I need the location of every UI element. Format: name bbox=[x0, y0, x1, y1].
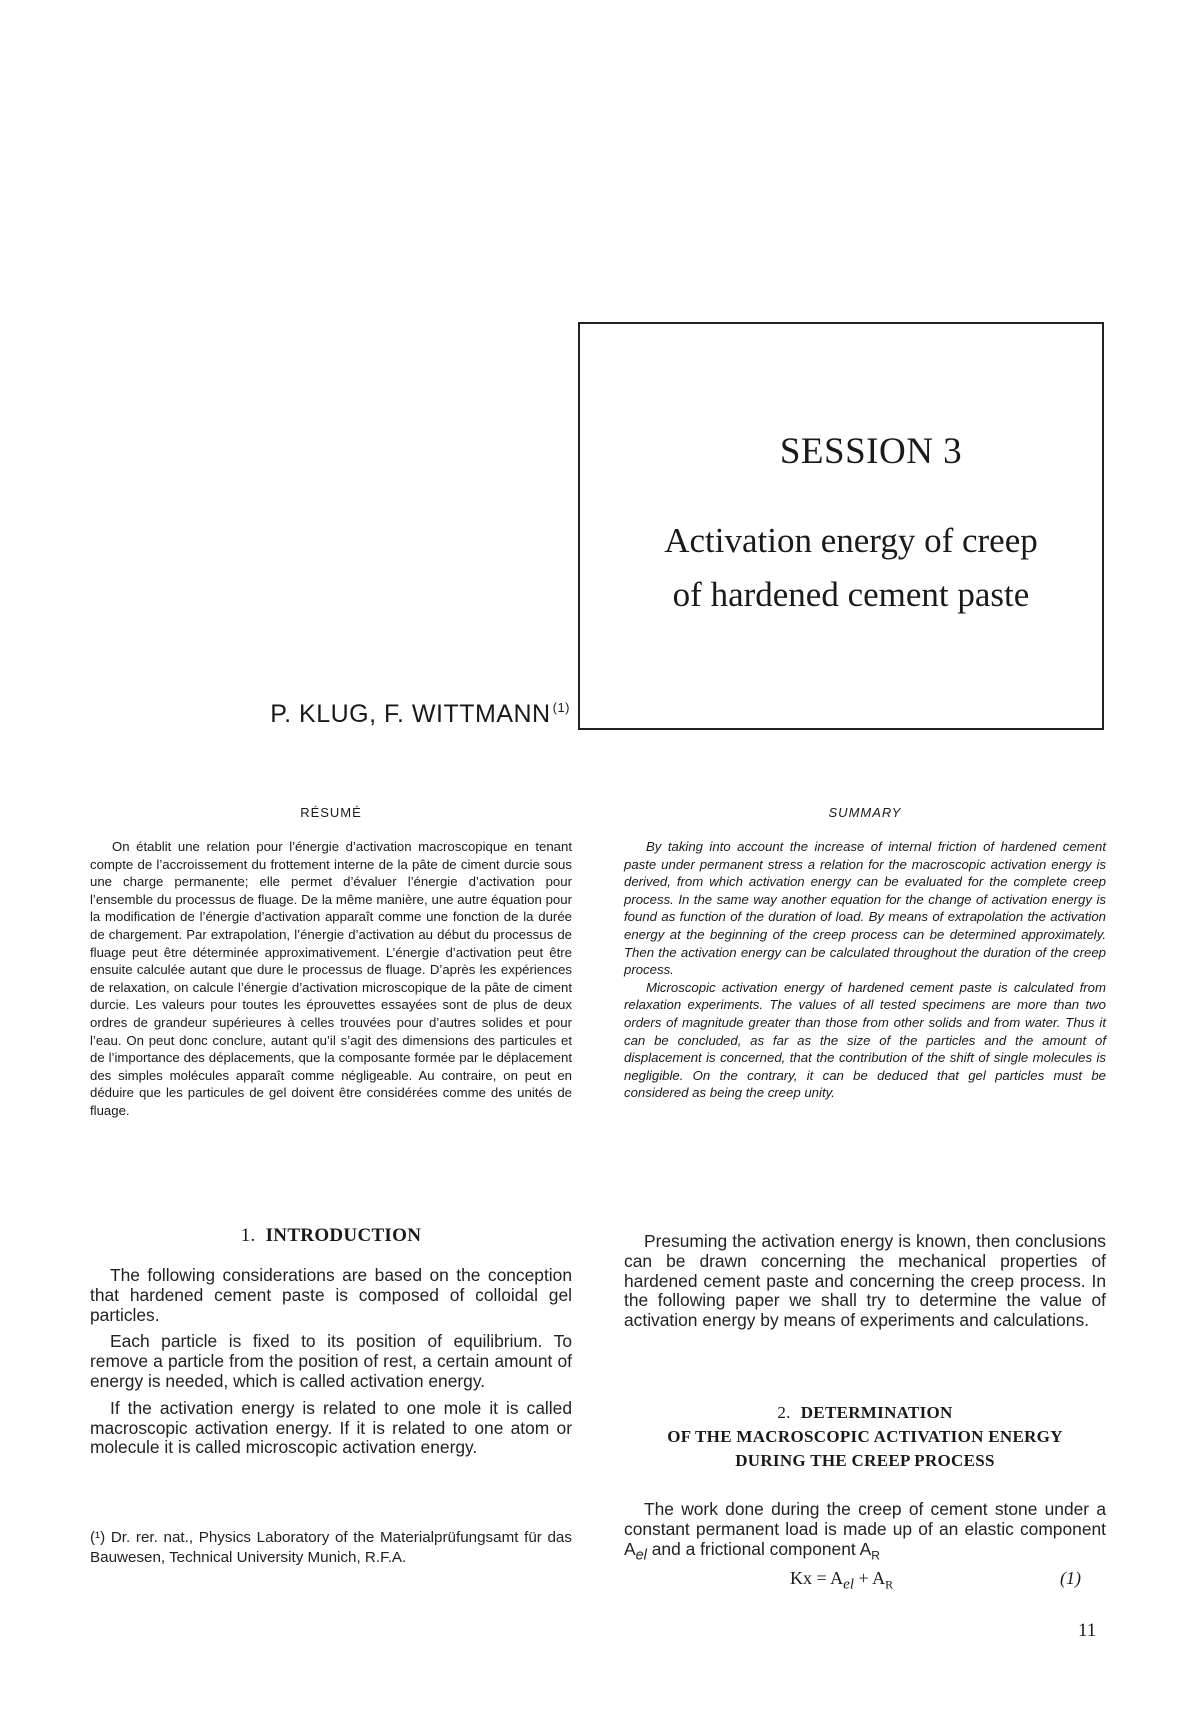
section-number: 1. bbox=[240, 1225, 256, 1246]
author-footnote-marker: (1) bbox=[552, 700, 570, 715]
equation-subscript: R bbox=[885, 1577, 894, 1592]
subscript: R bbox=[871, 1548, 880, 1563]
introduction-body bbox=[90, 1266, 572, 1465]
right-paragraph-2 bbox=[624, 1500, 1106, 1566]
author-footnote bbox=[90, 1528, 572, 1568]
summary-heading: SUMMARY bbox=[828, 805, 902, 820]
paper-title bbox=[578, 514, 1104, 622]
footnote-text: Dr. rer. nat., Physics Laboratory of the Materialprüfungsamt für das Bauwesen, Technical University Munich, R.F.A. bbox=[90, 1529, 572, 1566]
section-title-line-1: DETERMINATION bbox=[800, 1403, 953, 1422]
right-column-body bbox=[624, 1232, 1106, 1338]
determination-heading bbox=[624, 1401, 1106, 1473]
section-number: 2. bbox=[777, 1403, 791, 1422]
paragraph-text: and a frictional component A bbox=[646, 1538, 872, 1559]
resume-abstract bbox=[90, 838, 572, 1120]
footnote-marker: (¹) bbox=[90, 1529, 106, 1546]
authors bbox=[230, 700, 570, 729]
introduction-heading bbox=[90, 1225, 572, 1247]
equation-subscript: el bbox=[843, 1576, 854, 1593]
section-title: INTRODUCTION bbox=[265, 1225, 422, 1246]
section-title-line-2: OF THE MACROSCOPIC ACTIVATION ENERGY bbox=[667, 1427, 1063, 1446]
resume-paragraph: On établit une relation pour l’énergie d’activation macroscopique en tenant compte de l’accroissement du frottement interne de la pâte de ciment durcie sous une charge permanente; elle permet d’évaluer l’énergie d’activation pour l’ensemble du processus de fluage. De la même manière, une autre équation pour la modification de l’énergie d’activation apparaît comme une fonction de la durée de chargement. Par extrapolation, l’énergie d’activation au début du processus de fluage peut être déterminée approximativement. L’énergie d’activation peut être ensuite calculée autant que dure le processus de fluage. D’après les expériences de relaxation, on calcule l’énergie d’activation microscopique de la pâte de ciment durcie. Les valeurs pour toutes les éprouvettes essayées sont de plus de deux ordres de grandeur supérieures à celles trouvées pour d’autres solides et pour l’eau. On peut donc conclure, autant qu’il s’agit des dimensions des particules et de l’importance des déplacements, que la composante formée par le déplacement des simples molécules apparaît comme négligeable. Au contraire, on peut en déduire que les particules de gel doivent être considérées comme des unités de fluage. bbox=[90, 839, 572, 1118]
paper-title-line-2: of hardened cement paste bbox=[672, 575, 1030, 614]
session-heading: SESSION 3 bbox=[779, 431, 963, 472]
equation-plus: + A bbox=[853, 1568, 886, 1588]
equation-number: (1) bbox=[1060, 1568, 1081, 1588]
summary-abstract bbox=[624, 838, 1106, 1102]
subscript: el bbox=[635, 1547, 647, 1564]
equation-1 bbox=[790, 1568, 1090, 1594]
intro-paragraph-2: Each particle is fixed to its position of equilibrium. To remove a particle from the position of rest, a certain amount of energy is needed, which is called activation energy. bbox=[90, 1331, 572, 1391]
section-title-line-3: DURING THE CREEP PROCESS bbox=[735, 1451, 995, 1470]
summary-paragraph-1: By taking into account the increase of internal friction of hardened cement paste under permanent stress a relation for the macroscopic activation energy is derived, from which activation energy can be evaluated for the complete creep process. In the same way another equation for the change of activation energy is found as function of the duration of load. By means of extrapolation the activation energy at the beginning of the creep process can be determined approximately. Then the activation energy can be calculated throughout the duration of the creep process. bbox=[624, 839, 1106, 978]
paragraph-text: The work done during the creep of cement stone under a constant permanent load is made up of an elastic component A bbox=[624, 1499, 1106, 1559]
determination-body bbox=[624, 1500, 1106, 1573]
intro-paragraph-3: If the activation energy is related to one mole it is called macroscopic activation energy. If it is related to one atom or molecule it is called microscopic activation energy. bbox=[90, 1397, 572, 1458]
summary-paragraph-2: Microscopic activation energy of hardened cement paste is calculated from relaxation experiments. The values of all tested specimens are more than two orders of magnitude greater than those from other solids and from water. Thus it can be concluded, as far as the size of the particles and the amount of displacement is concerned, that the contribution of the shift of single molecules is negligible. On the contrary, it can be deduced that gel particles must be considered as being the creep unity. bbox=[624, 979, 1106, 1101]
intro-paragraph-1: The following considerations are based on the conception that hardened cement paste is composed of colloidal gel particles. bbox=[90, 1265, 572, 1325]
equation-lhs: Kx = A bbox=[790, 1568, 844, 1588]
author-names: P. KLUG, F. WITTMANN bbox=[270, 700, 551, 728]
resume-heading: RÉSUMÉ bbox=[300, 805, 362, 820]
page-number: 11 bbox=[1078, 1620, 1097, 1641]
right-paragraph-1: Presuming the activation energy is known, then conclusions can be drawn concerning the mechanical properties of hardened cement paste and concerning the creep process. In the following paper we shall try to determine the value of activation energy by means of experiments and calculations. bbox=[624, 1231, 1106, 1331]
paper-title-line-1: Activation energy of creep bbox=[664, 521, 1038, 560]
